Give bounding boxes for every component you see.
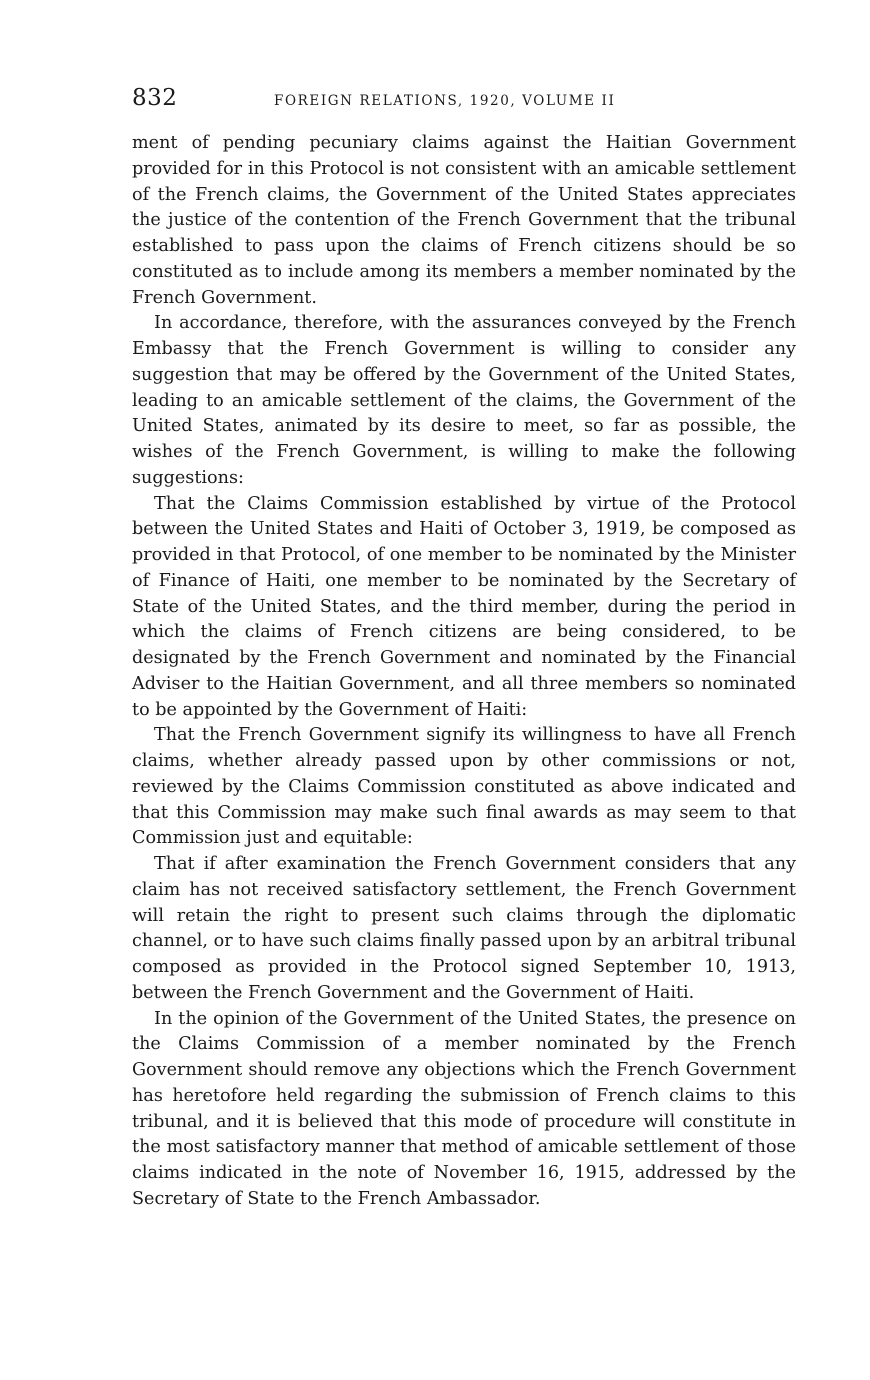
running-header <box>132 80 796 116</box>
paragraph: That the French Government signify its willingness to have all French claims, whether already passed upon by other commissions or not, reviewed by the Claims Commission constituted as above indicated and that this Commission may make such final awards as may seem to that Commission just and equitable: <box>132 725 796 849</box>
paragraph: That the Claims Commission established by virtue of the Protocol between the United States and Haiti of October 3, 1919, be composed as provided in that Protocol, of one member to be nominated by the Minister of Finance of Haiti, one member to be nominated by the Secretary of State of the United States, and the third member, during the period in which the claims of French citizens are being considered, to be designated by the French Government and nominated by the Financial Adviser to the Haitian Government, and all three members so nominated to be appointed by the Government of Haiti: <box>132 493 796 720</box>
running-title: FOREIGN RELATIONS, 1920, VOLUME II <box>274 93 616 109</box>
paragraph-continuation: ment of pending pecuniary claims against the Haitian Government provided for in this Protocol is not consistent with an amicable settlement of the French claims, the Government of the United States appreciates the justice of the contention of the French Government that the tribunal established to pass upon the claims of French citizens should be so constituted as to include among its members a member nominated by the French Government. <box>132 133 796 308</box>
paragraph: In accordance, therefore, with the assurances conveyed by the French Embassy that the French Government is willing to consider any suggestion that may be offered by the Government of the United States, leading to an amicable settlement of the claims, the Government of the United States, animated by its desire to meet, so far as possible, the wishes of the French Government, is willing to make the following suggestions: <box>132 313 796 488</box>
body-text <box>132 131 796 1213</box>
paragraph: That if after examination the French Government considers that any claim has not received satisfactory settlement, the French Government will retain the right to present such claims through the diplomatic channel, or to have such claims finally passed upon by an arbitral tribunal composed as provided in the Protocol signed September 10, 1913, between the French Government and the Government of Haiti. <box>132 854 796 1003</box>
paragraph: In the opinion of the Government of the United States, the presence on the Claims Commission of a member nominated by the French Government should remove any objections which the French Government has heretofore held regarding the submission of French claims to this tribunal, and it is believed that this mode of procedure will constitute in the most satisfactory manner that method of amicable settlement of those claims indicated in the note of November 16, 1915, addressed by the Secretary of State to the French Ambassador. <box>132 1008 796 1209</box>
page-number: 832 <box>132 85 178 111</box>
